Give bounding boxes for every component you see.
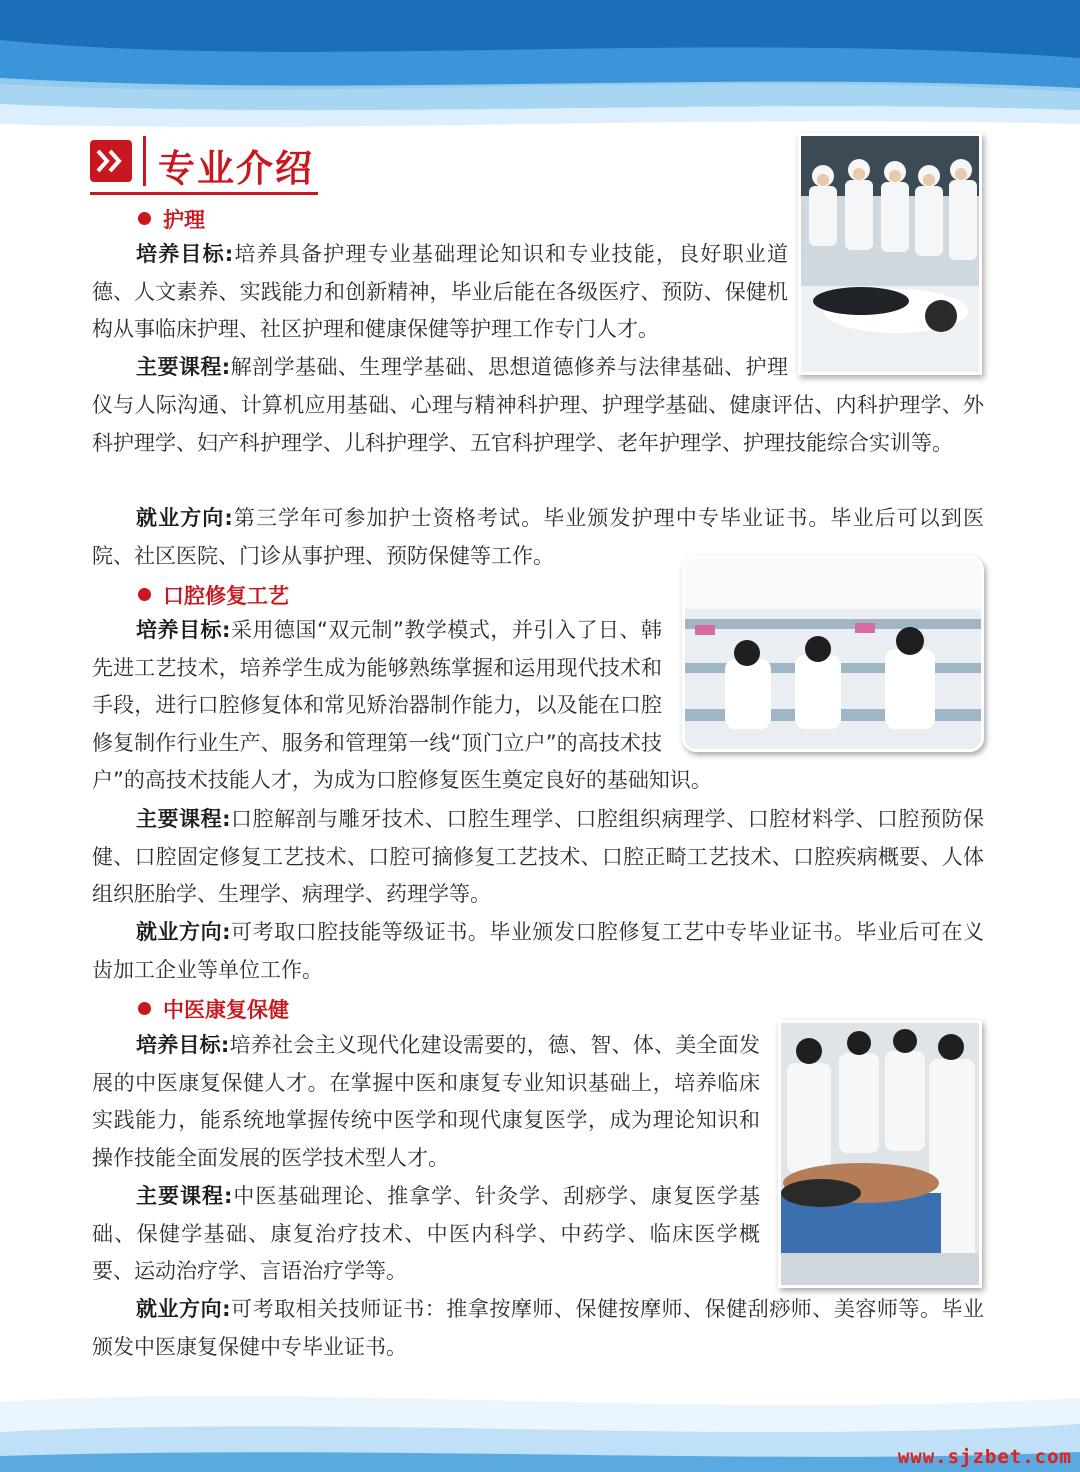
tcm-goal	[92, 1027, 760, 1177]
top-decorative-band	[0, 0, 1080, 135]
section-title-tcm	[138, 994, 289, 1024]
tcm-photo	[778, 1020, 982, 1288]
header-underline	[90, 192, 318, 195]
label-courses: 主要课程:	[136, 807, 231, 831]
page-title: 专业介绍	[158, 147, 314, 190]
bullet-icon	[138, 588, 151, 601]
text-courses: 解剖学基础、生理学基础、思想道德修养与法律基础、护理	[230, 355, 788, 379]
nursing-courses-line1	[92, 349, 788, 387]
text-goal: 培养社会主义现代化建设需要的，德、智、体、美全面发展的中医康复保健人才。在掌握中医和康复专业知识基础上，培养临床实践能力，能系统地掌握传统中医学和现代康复医学，成为理论知识和操作技能全面发展的医学技术型人才。	[92, 1033, 760, 1170]
dental-photo	[682, 556, 984, 752]
label-employment: 就业方向:	[136, 506, 233, 530]
section-name: 中医康复保健	[163, 998, 289, 1022]
bullet-icon	[138, 1002, 151, 1015]
text-employment: 可考取口腔技能等级证书。毕业颁发口腔修复工艺中专毕业证书。毕业后可在义齿加工企业等单位工作。	[92, 920, 984, 982]
text-courses: 中医基础理论、推拿学、针灸学、刮痧学、康复医学基础、保健学基础、康复治疗技术、中医内科学、中药学、临床医学概要、运动治疗学、言语治疗学等。	[92, 1184, 760, 1284]
text-courses: 口腔解剖与雕牙技术、口腔生理学、口腔组织病理学、口腔材料学、口腔预防保健、口腔固定修复工艺技术、口腔可摘修复工艺技术、口腔正畸工艺技术、口腔疾病概要、人体组织胚胎学、生理学、病理学、药理学等。	[92, 807, 984, 907]
label-courses: 主要课程:	[136, 355, 231, 379]
label-employment: 就业方向:	[136, 920, 231, 944]
text-employment: 可考取相关技师证书：推拿按摩师、保健按摩师、保健刮痧师、美容师等。毕业颁发中医康复保健中专毕业证书。	[92, 1297, 984, 1359]
text-goal: 采用德国“双元制”教学模式，并引入了日、韩先进工艺技术，培养学生成为能够熟练掌握和运用现代技术和手段，进行口腔修复体和常见矫治器制作能力，以及能在口腔修复制作行业生产、服务和管理第一线“顶门立户”的高技术技	[92, 618, 662, 755]
section-name: 口腔修复工艺	[163, 584, 289, 608]
label-courses: 主要课程:	[136, 1184, 233, 1208]
text-employment: 第三学年可参加护士资格考试。毕业颁发护理中专毕业证书。毕业后可以到医院、社区医院、门诊从事护理、预防保健等工作。	[92, 506, 984, 568]
label-employment: 就业方向:	[136, 1297, 231, 1321]
dental-courses	[92, 801, 984, 914]
tcm-courses	[92, 1178, 760, 1291]
dental-goal	[92, 612, 662, 762]
section-title-nursing	[138, 204, 205, 234]
label-goal: 培养目标:	[136, 1033, 230, 1057]
section-name: 护理	[163, 208, 205, 232]
nursing-photo	[798, 133, 982, 375]
tcm-employment	[92, 1291, 984, 1366]
section-title-dental	[138, 580, 289, 610]
dental-goal-rest: 户”的高技术技能人才，为成为口腔修复医生奠定良好的基础知识。	[92, 768, 712, 792]
dental-employment	[92, 914, 984, 989]
text-goal: 培养具备护理专业基础理论知识和专业技能，良好职业道德、人文素养、实践能力和创新精神，毕业后能在各级医疗、预防、保健机构从事临床护理、社区护理和健康保健等护理工作专门人才。	[92, 242, 788, 342]
watermark-url: www.sjzbet.com	[897, 1446, 1072, 1468]
nursing-courses-rest: 仪与人际沟通、计算机应用基础、心理与精神科护理、护理学基础、健康评估、内科护理学、外科护理学、妇产科护理学、儿科护理学、五官科护理学、老年护理学、护理技能综合实训等。	[92, 393, 984, 455]
label-goal: 培养目标:	[136, 618, 231, 642]
chevron-right-icon	[90, 140, 132, 182]
nursing-goal	[92, 236, 788, 349]
label-goal: 培养目标:	[136, 242, 234, 266]
section-header	[90, 136, 320, 196]
bullet-icon	[138, 212, 151, 225]
header-divider	[143, 136, 146, 186]
